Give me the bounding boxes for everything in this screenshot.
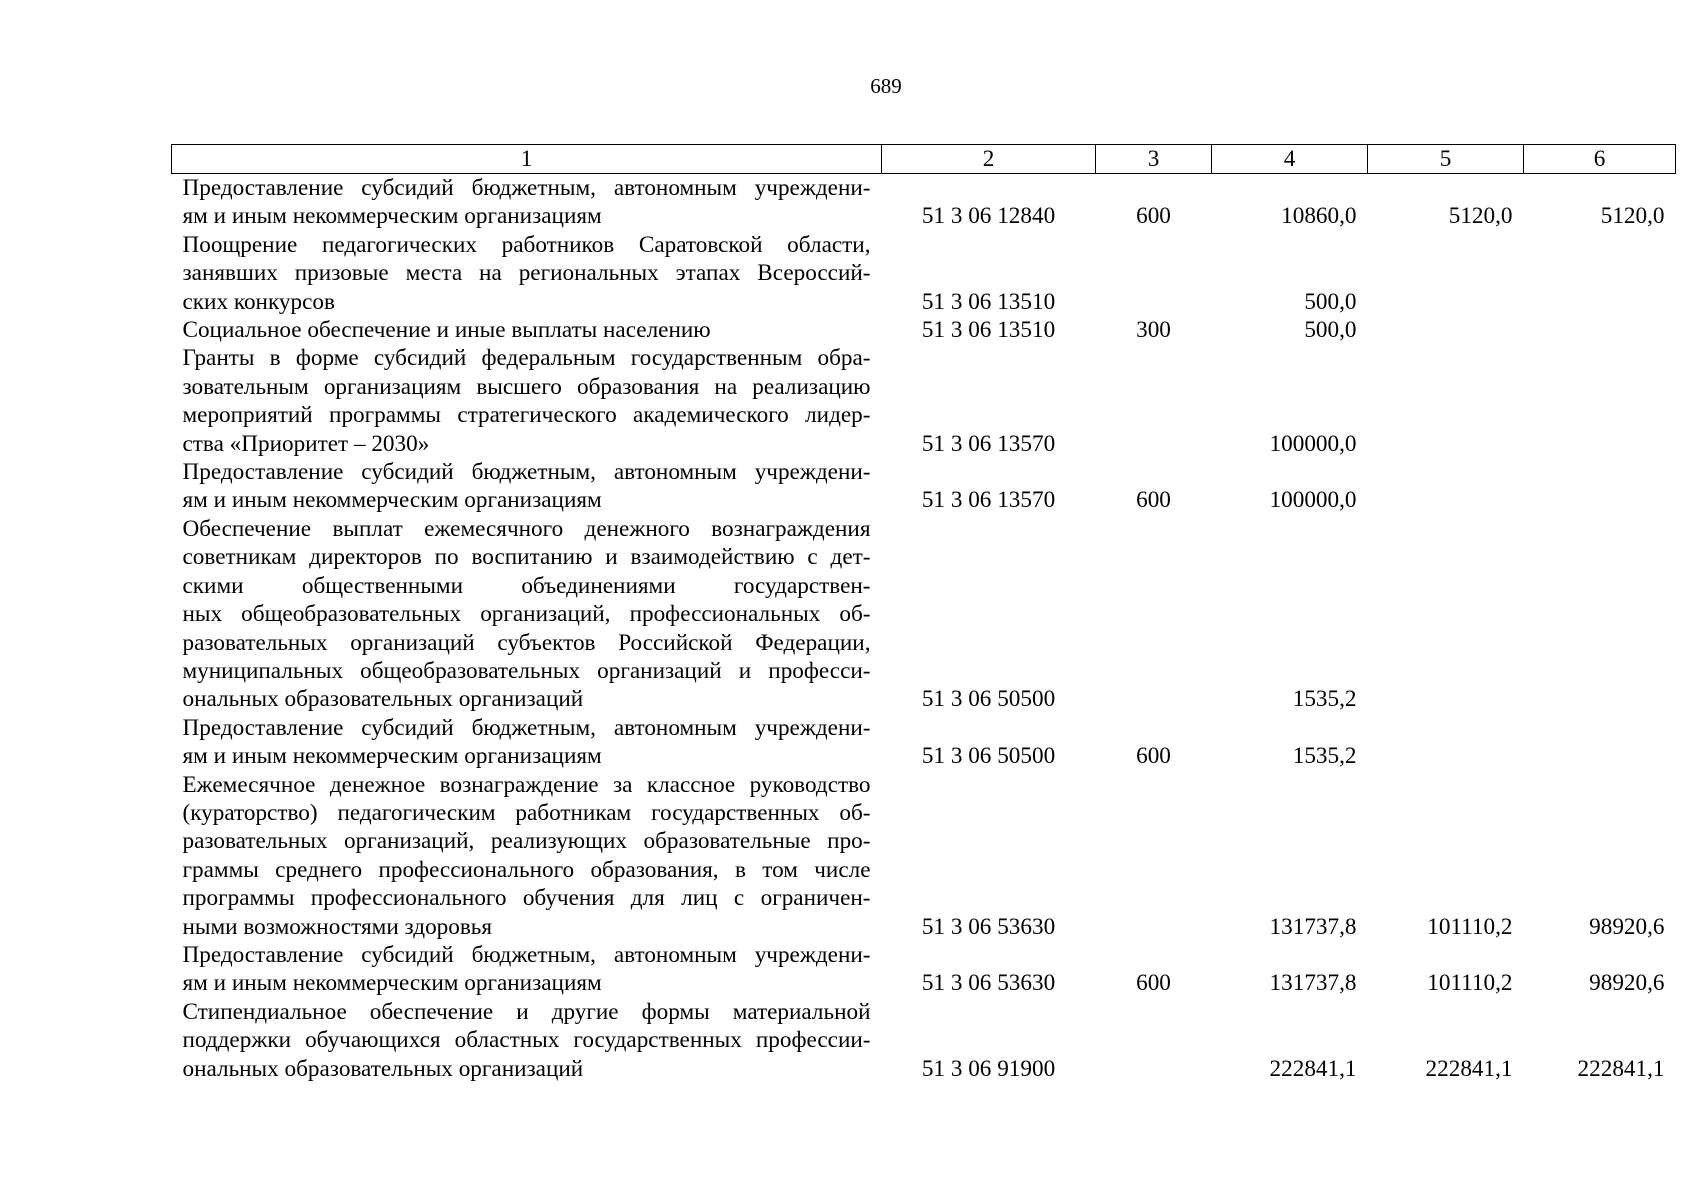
row-expense-type-cell: 600 [1136,743,1171,770]
row-name-line: ными возможностями здоровья [182,913,493,940]
row-name-line: Социальное обеспечение и иные выплаты населению [182,317,711,344]
table-row [172,515,1676,714]
table-row [172,316,1676,344]
row-amount-col4-cell: 500,0 [1304,317,1357,344]
table-row [172,771,1676,941]
row-expense-type-cell: 600 [1136,487,1171,514]
row-name-line: ям и иным некоммерческим организациям [182,743,602,770]
row-name-line: ных общеобразовательных организаций, профессиональных об- [182,601,871,628]
column-header-5: 5 [1368,145,1524,174]
table-row [172,941,1676,998]
row-amount-col5-cell: 5120,0 [1448,203,1513,230]
row-amount-col6-cell [1524,714,1676,771]
row-amount-col4-cell: 131737,8 [1269,913,1357,940]
row-amount-col4-cell: 100000,0 [1269,430,1357,457]
row-amount-col6-cell: 98920,6 [1589,913,1665,940]
row-amount-col6-cell [1524,344,1676,458]
row-code-cell: 51 3 06 53630 [921,913,1056,940]
table-body [172,174,1676,1084]
column-header-4: 4 [1212,145,1368,174]
row-name-cell [172,231,882,316]
row-name-cell [172,458,882,515]
row-amount-col6-cell: 222841,1 [1577,1055,1665,1082]
row-amount-col5-cell: 222841,1 [1425,1055,1513,1082]
row-amount-col4-cell: 1535,2 [1292,743,1357,770]
row-amount-col5-cell [1368,231,1524,316]
row-amount-col5-cell [1368,344,1524,458]
row-amount-col4-cell: 100000,0 [1269,487,1357,514]
table-row [172,344,1676,458]
row-amount-col5-cell: 101110,2 [1427,970,1513,997]
row-amount-col4-cell: 131737,8 [1269,970,1357,997]
column-header-2: 2 [882,145,1096,174]
column-header-6: 6 [1524,145,1676,174]
row-name-line: разовательных организаций, реализующих образовательные про- [182,828,871,855]
row-name-line: Предоставление субсидий бюджетным, автономным учреждени- [182,175,871,201]
row-expense-type-cell [1096,344,1212,458]
row-amount-col5-cell [1368,316,1524,344]
row-name-line: мероприятий программы стратегического академического лидер- [182,402,871,429]
row-name-line: ям и иным некоммерческим организациям [182,970,602,997]
row-amount-col6-cell [1524,316,1676,344]
row-name-line: Гранты в форме субсидий федеральным государственным обра- [182,345,871,372]
row-amount-col5-cell [1368,458,1524,515]
row-amount-col6-cell: 98920,6 [1589,970,1665,997]
row-amount-col5-cell: 101110,2 [1427,913,1513,940]
row-name-line: советникам директоров по воспитанию и взаимодействию с дет- [182,544,871,571]
row-name-cell [172,941,882,998]
row-name-line: граммы среднего профессионального образования, в том числе [182,856,871,883]
budget-table [171,144,1676,1083]
row-name-line: (кураторство) педагогическим работникам государственных об- [182,799,871,826]
row-name-line: скими общественными объединениями государствен- [182,572,871,599]
row-amount-col6-cell: 5120,0 [1600,203,1665,230]
row-name-line: Предоставление субсидий бюджетным, автономным учреждени- [182,714,871,741]
row-code-cell: 51 3 06 53630 [921,970,1056,997]
row-amount-col5-cell [1368,515,1524,714]
row-name-line: разовательных организаций субъектов Российской Федерации, [182,629,871,656]
row-expense-type-cell [1096,998,1212,1083]
row-code-cell: 51 3 06 13570 [921,430,1056,457]
table-header [172,145,1676,174]
row-name-cell [172,515,882,714]
row-name-line: программы профессионального обучения для лиц с ограничен- [182,885,871,912]
table-row [172,998,1676,1083]
row-name-line: Ежемесячное денежное вознаграждение за классное руководство [182,771,871,798]
row-amount-col6-cell [1524,515,1676,714]
row-amount-col4-cell: 222841,1 [1269,1055,1357,1082]
row-name-cell [172,316,882,344]
row-code-cell: 51 3 06 12840 [921,203,1056,230]
table-row [172,174,1676,231]
row-name-line: Поощрение педагогических работников Саратовской области, [182,231,871,258]
row-expense-type-cell: 600 [1136,203,1171,230]
header-row [172,145,1676,174]
row-code-cell: 51 3 06 13510 [921,288,1056,315]
row-code-cell: 51 3 06 50500 [921,686,1056,713]
row-code-cell: 51 3 06 13570 [921,487,1056,514]
row-expense-type-cell [1096,515,1212,714]
row-code-cell: 51 3 06 50500 [921,743,1056,770]
row-name-line: ских конкурсов [182,288,335,315]
row-name-line: Предоставление субсидий бюджетным, автономным учреждени- [182,941,871,968]
row-name-line: зовательным организациям высшего образования на реализацию [182,373,871,400]
row-name-cell [172,771,882,941]
row-code-cell: 51 3 06 91900 [921,1055,1056,1082]
row-name-cell [172,998,882,1083]
table-row [172,231,1676,316]
row-name-line: Обеспечение выплат ежемесячного денежного вознаграждения [182,515,871,542]
row-name-line: ональных образовательных организаций [182,686,584,713]
column-header-1: 1 [172,145,882,174]
column-header-3: 3 [1096,145,1212,174]
row-expense-type-cell: 300 [1136,317,1171,344]
row-name-line: ям и иным некоммерческим организациям [182,203,602,230]
row-name-line: Стипендиальное обеспечение и другие формы материальной [182,998,871,1025]
row-amount-col4-cell: 1535,2 [1292,686,1357,713]
row-expense-type-cell: 600 [1136,970,1171,997]
row-code-cell: 51 3 06 13510 [921,317,1056,344]
row-name-line: поддержки обучающихся областных государственных профессии- [182,1027,871,1054]
row-amount-col4-cell: 10860,0 [1281,203,1357,230]
row-amount-col5-cell [1368,714,1524,771]
row-amount-col6-cell [1524,458,1676,515]
row-name-cell [172,714,882,771]
row-name-line: занявших призовые места на региональных этапах Всероссий- [182,260,871,287]
row-name-line: ональных образовательных организаций [182,1055,584,1082]
row-expense-type-cell [1096,231,1212,316]
row-amount-col4-cell: 500,0 [1304,288,1357,315]
row-name-line: ям и иным некоммерческим организациям [182,487,602,514]
row-expense-type-cell [1096,771,1212,941]
row-name-line: ства «Приоритет – 2030» [182,430,430,457]
row-amount-col6-cell [1524,231,1676,316]
row-name-cell [172,344,882,458]
table-row [172,458,1676,515]
row-name-line: муниципальных общеобразовательных организаций и професси- [182,657,871,684]
table-row [172,714,1676,771]
row-name-line: Предоставление субсидий бюджетным, автономным учреждени- [182,459,871,486]
row-name-cell [172,174,882,231]
page-number: 689 [870,74,902,98]
